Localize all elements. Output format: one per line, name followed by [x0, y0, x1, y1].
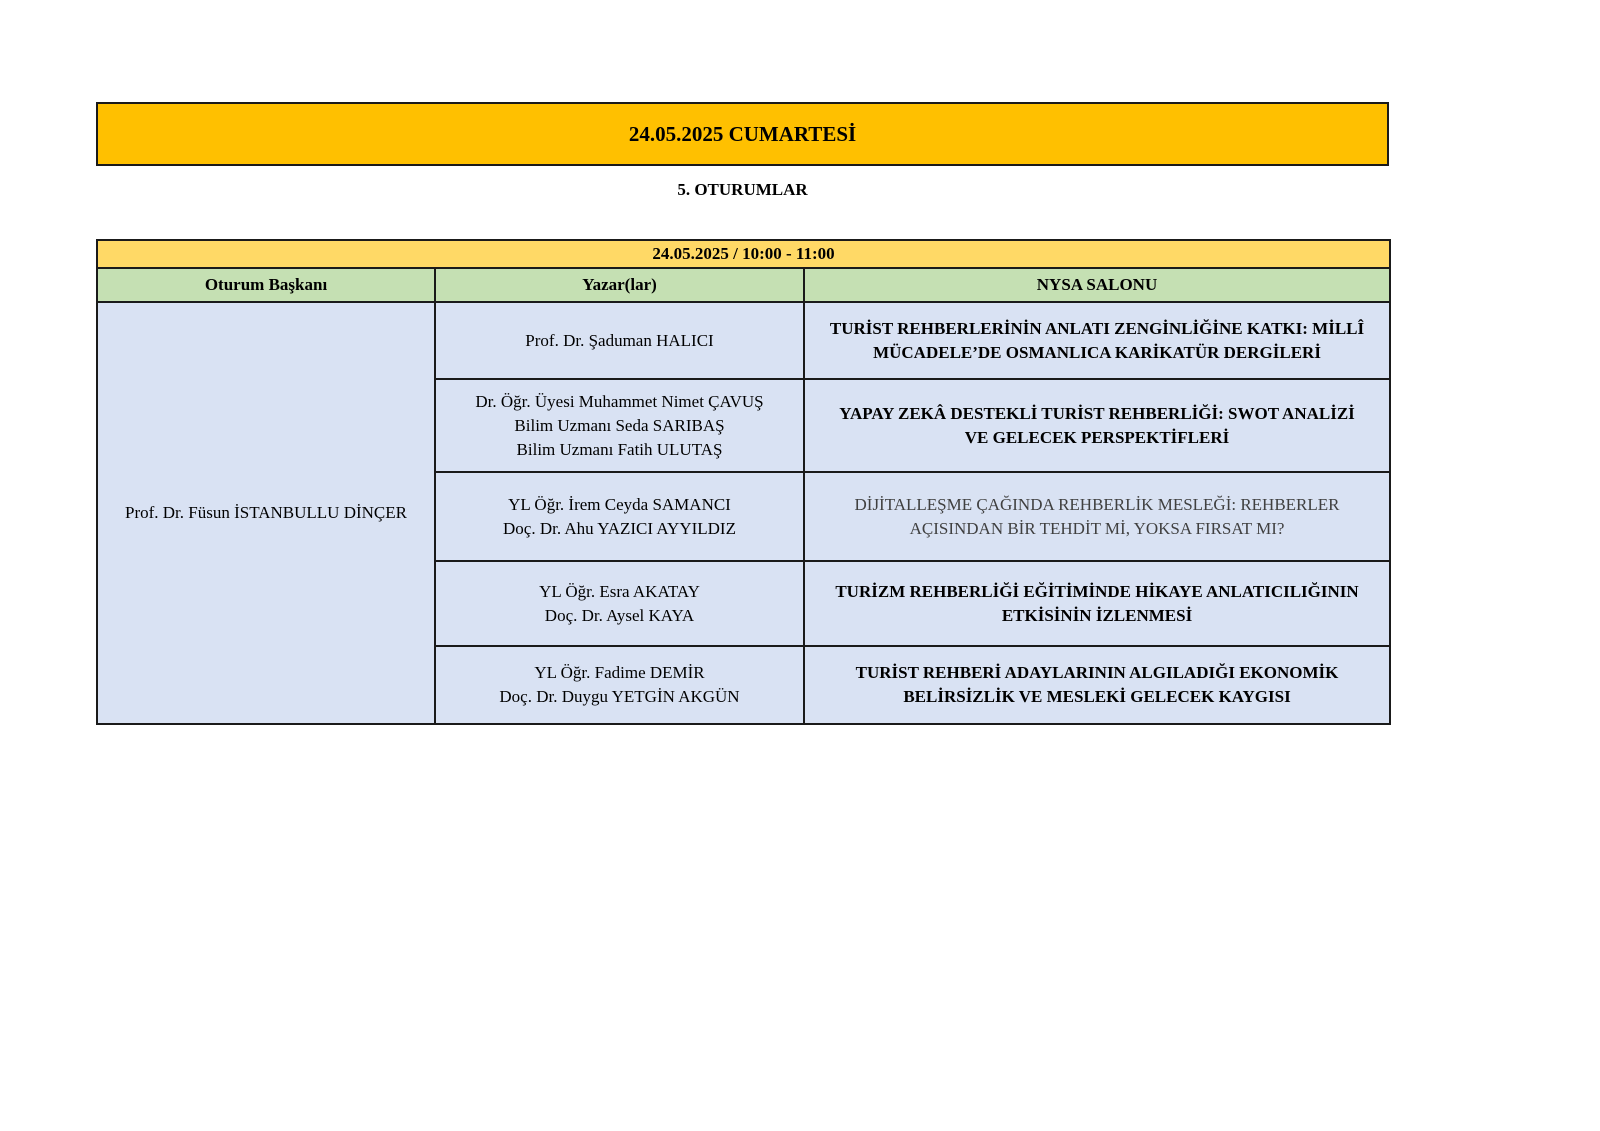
paper-title-line: AÇISINDAN BİR TEHDİT Mİ, YOKSA FIRSAT MI? — [909, 518, 1285, 538]
paper-title-line: DİJİTALLEŞME ÇAĞINDA REHBERLİK MESLEĞİ: REHBERLER — [854, 494, 1340, 514]
time-slot-row — [97, 240, 1390, 268]
author-name: YL Öğr. İrem Ceyda SAMANCI — [508, 494, 731, 514]
table-header-row — [97, 268, 1390, 302]
author-name: Doç. Dr. Ahu YAZICI AYYILDIZ — [503, 518, 736, 538]
paper-title — [804, 302, 1390, 379]
session-heading: 5. OTURUMLAR — [677, 180, 808, 199]
authors-cell — [435, 472, 804, 561]
session-table — [96, 239, 1391, 725]
table-row — [97, 302, 1390, 379]
paper-title-line: BELİRSİZLİK VE MESLEKİ GELECEK KAYGISI — [903, 687, 1291, 706]
author-name: Dr. Öğr. Üyesi Muhammet Nimet ÇAVUŞ — [475, 391, 764, 411]
day-banner-text: 24.05.2025 CUMARTESİ — [628, 121, 857, 146]
paper-title-line: MÜCADELE’DE OSMANLICA KARİKATÜR DERGİLERİ — [873, 342, 1321, 362]
paper-title-line: ETKİSİNİN İZLENMESİ — [1001, 605, 1193, 625]
day-banner — [96, 102, 1389, 166]
paper-title-line: YAPAY ZEKÂ DESTEKLİ TURİST REHBERLİĞİ: SWOT ANALİZİ — [839, 403, 1355, 423]
paper-title-line: VE GELECEK PERSPEKTİFLERİ — [964, 427, 1230, 447]
authors-cell — [435, 561, 804, 646]
session-chair: Prof. Dr. Füsun İSTANBULLU DİNÇER — [97, 302, 435, 724]
header-chair: Oturum Başkanı — [97, 268, 435, 302]
authors-cell — [435, 646, 804, 724]
authors-cell — [435, 302, 804, 379]
author-name: Doç. Dr. Aysel KAYA — [544, 605, 695, 625]
paper-title-line: TURİZM REHBERLİĞİ EĞİTİMİNDE HİKAYE ANLATICILIĞININ — [835, 581, 1359, 601]
author-name: YL Öğr. Esra AKATAY — [539, 581, 700, 601]
paper-title — [804, 646, 1390, 724]
paper-title-line: TURİST REHBERİ ADAYLARININ ALGILADIĞI EKONOMİK — [855, 663, 1339, 682]
author-name: YL Öğr. Fadime DEMİR — [534, 663, 705, 682]
header-authors: Yazar(lar) — [435, 268, 804, 302]
header-hall: NYSA SALONU — [804, 268, 1390, 302]
author-name: Bilim Uzmanı Seda SARIBAŞ — [514, 415, 725, 435]
paper-title-line: TURİST REHBERLERİNİN ANLATI ZENGİNLİĞİNE KATKI: MİLLÎ — [829, 318, 1365, 338]
author-name: Prof. Dr. Şaduman HALICI — [525, 330, 714, 350]
paper-title — [804, 561, 1390, 646]
paper-title — [804, 472, 1390, 561]
author-name: Doç. Dr. Duygu YETGİN AKGÜN — [499, 687, 740, 706]
author-name: Bilim Uzmanı Fatih ULUTAŞ — [516, 439, 723, 459]
time-slot: 24.05.2025 / 10:00 - 11:00 — [97, 240, 1390, 268]
authors-cell — [435, 379, 804, 472]
paper-title — [804, 379, 1390, 472]
